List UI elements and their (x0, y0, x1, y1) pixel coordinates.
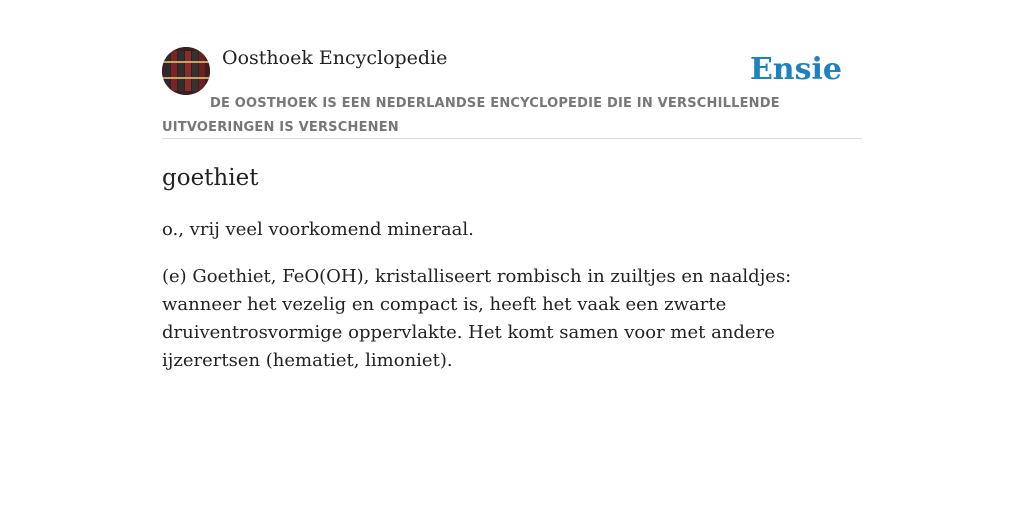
encyclopedia-books-avatar-icon[interactable] (162, 47, 210, 95)
site-name-link[interactable]: Oosthoek Encyclopedie (222, 47, 448, 69)
brand-logo[interactable]: Ensie (749, 52, 842, 87)
entry-definition: o., vrij veel voorkomend mineraal. (162, 219, 474, 240)
entry-definition: (e) Goethiet, FeO(OH), kristalliseert rombisch in zuiltjes en naaldjes: wanneer het vezelig en compact is, heeft het vaak een zwarte druiventrosvormige oppervlakte. Het komt samen voor met andere ijzerertsen (hematiet, limoniet). (162, 266, 792, 371)
site-tagline: DE OOSTHOEK IS EEN NEDERLANDSE ENCYCLOPEDIE DIE IN VERSCHILLENDE UITVOERINGEN IS VERSCHENEN (162, 96, 780, 135)
header-divider (162, 138, 862, 139)
entry-term: goethiet (162, 165, 259, 191)
